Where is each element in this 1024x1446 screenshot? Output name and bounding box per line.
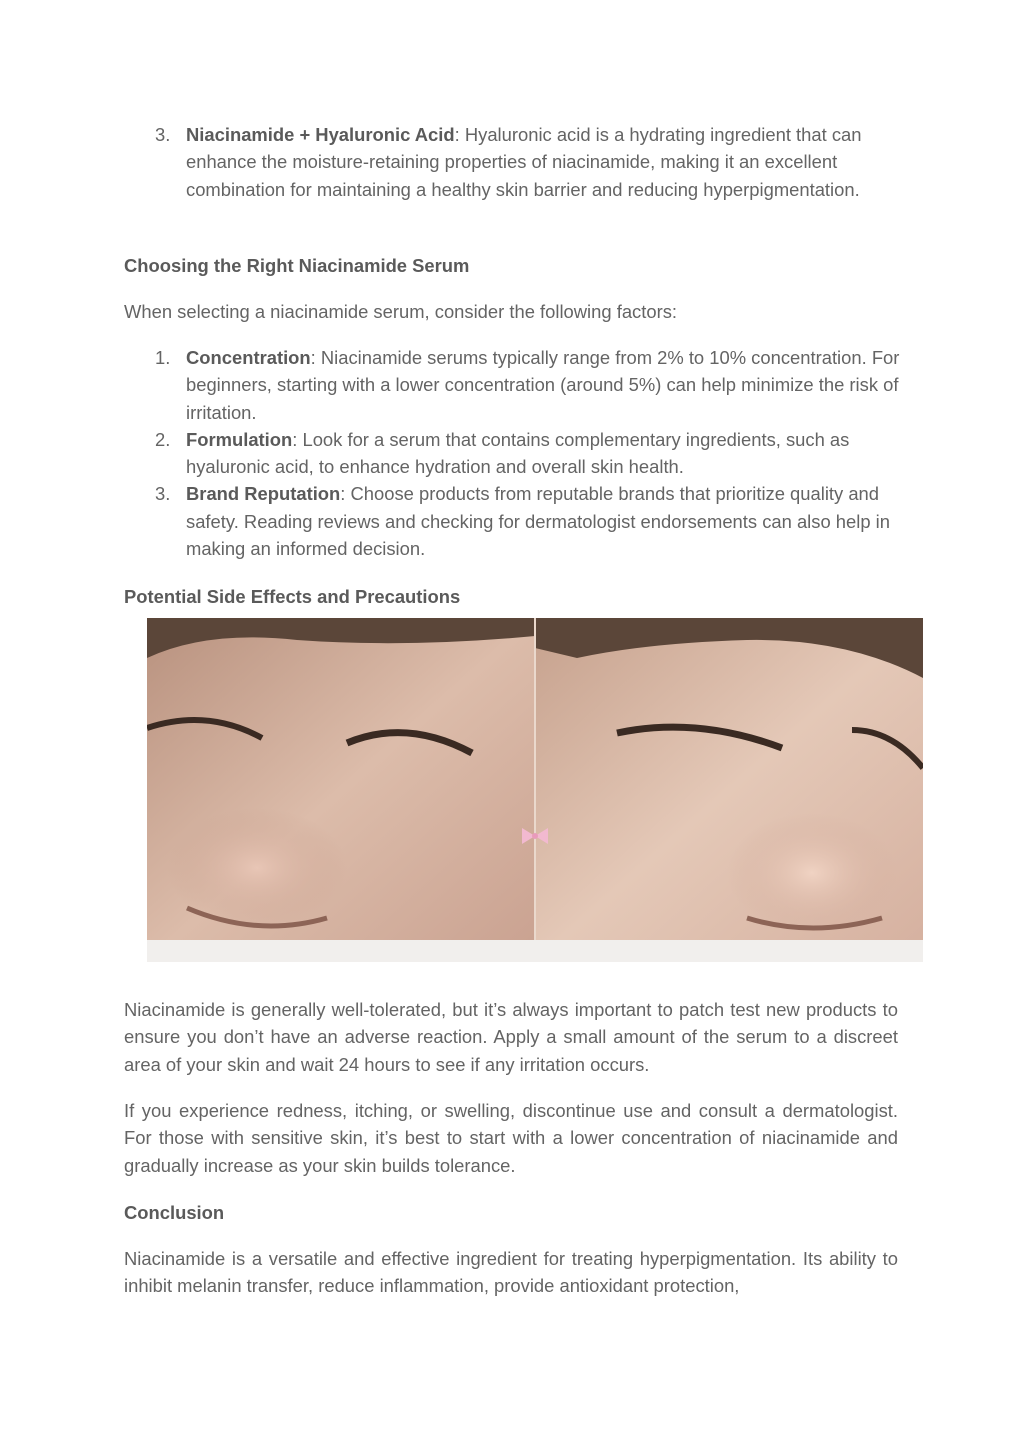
list-item-text: : Look for a serum that contains complementary ingredients, such as hyaluronic acid, to enhance hydration and overall skin health. — [186, 428, 850, 478]
list-item-term: Formulation — [186, 428, 293, 450]
list-item — [124, 426, 904, 481]
serum-factors-list — [124, 344, 904, 562]
list-item-term: Concentration — [186, 347, 311, 368]
section-heading-conclusion: Conclusion — [124, 1202, 225, 1223]
section-heading-choosing: Choosing the Right Niacinamide Serum — [124, 255, 470, 276]
side-effects-paragraph-1: Niacinamide is generally well-tolerated, but it’s always important to patch test new products to ensure you don’t have an adverse reaction. Apply a small amount of the serum to a discreet area of your skin and wait 24 hours to see if any irritation occurs. — [124, 999, 898, 1075]
conclusion-paragraph: Niacinamide is a versatile and effective ingredient for treating hyperpigmentation. Its ability to inhibit melanin transfer, reduce inflammation, provide antioxidant protection, — [124, 1248, 898, 1297]
section-heading-side-effects: Potential Side Effects and Precautions — [124, 586, 461, 607]
list-item-number: 1. — [155, 347, 171, 368]
ingredient-combination-list — [124, 121, 904, 203]
list-item — [124, 480, 904, 562]
list-item — [124, 344, 904, 426]
before-after-face-photo-icon — [147, 618, 923, 962]
list-item-text: : Niacinamide serums typically range from 2% to 10% concentration. For beginners, starting with a lower concentration (around 5%) can help minimize the risk of irritation. — [186, 347, 900, 423]
list-item — [124, 121, 904, 203]
list-item-number: 3. — [155, 483, 171, 505]
side-effects-paragraph-2: If you experience redness, itching, or swelling, discontinue use and consult a dermatologist. For those with sensitive skin, it’s best to start with a lower concentration of niacinamide and gradually increase as your skin builds tolerance. — [124, 1100, 898, 1176]
list-item-number: 2. — [155, 428, 171, 450]
choosing-intro: When selecting a niacinamide serum, consider the following factors: — [124, 301, 678, 322]
list-item-text: : Choose products from reputable brands that prioritize quality and safety. Reading reviews and checking for dermatologist endorsements can also help in making an informed decision. — [186, 483, 890, 560]
list-item-number: 3. — [155, 124, 171, 145]
list-item-text: : Hyaluronic acid is a hydrating ingredient that can enhance the moisture-retaining properties of niacinamide, making it an excellent combination for maintaining a healthy skin barrier and reducing hyperpigmentation. — [186, 124, 862, 200]
list-item-term: Niacinamide + Hyaluronic Acid — [186, 124, 455, 145]
list-item-term: Brand Reputation — [186, 483, 341, 505]
